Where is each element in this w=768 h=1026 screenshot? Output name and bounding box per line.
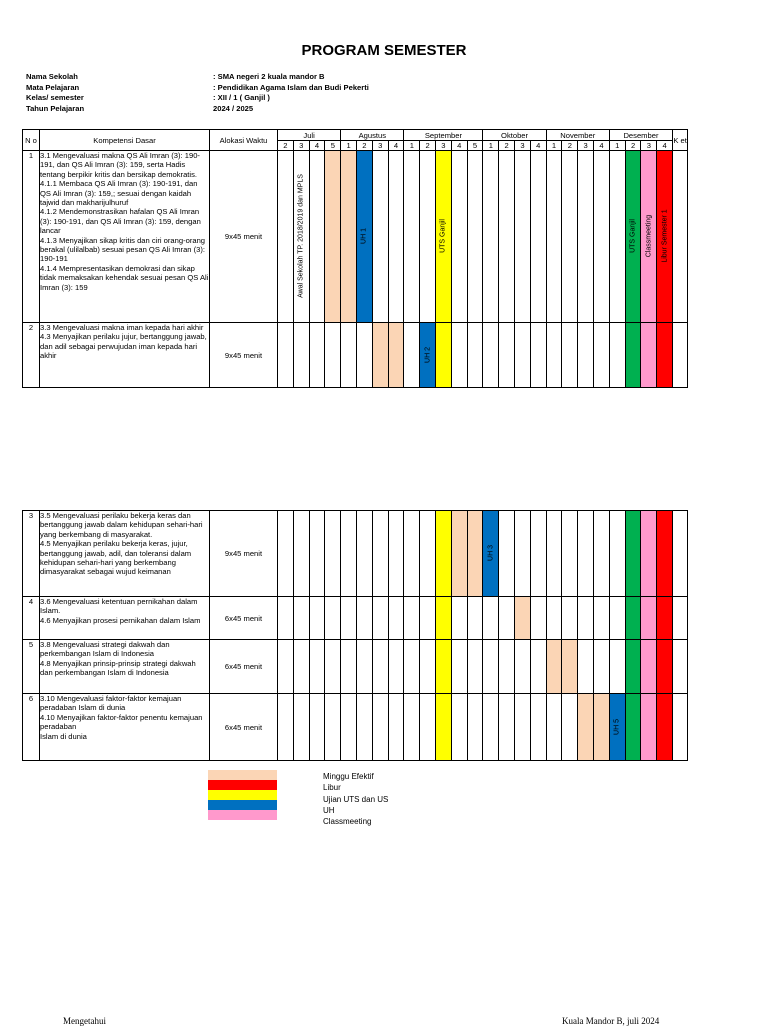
week-cell bbox=[436, 323, 452, 388]
week-cell bbox=[293, 640, 309, 694]
row-kompetensi: 3.5 Mengevaluasi perilaku bekerja keras dan bertanggung jawab dalam kehidupan sehari-hari yang berkembang di masyarakat. 4.5 Menyajikan perilaku bekerja keras, jujur, bertanggung jawab, adil, dan toleransi dalam kehidupan sehari-hari yang berkembang dimasyarakat sebagai wujud keimanan bbox=[40, 511, 210, 597]
header-week: 3 bbox=[515, 141, 531, 151]
week-cell bbox=[625, 694, 641, 761]
header-week: 3 bbox=[641, 141, 657, 151]
week-cell bbox=[657, 511, 673, 597]
week-cell bbox=[625, 511, 641, 597]
week-cell bbox=[594, 323, 610, 388]
table-row bbox=[23, 323, 688, 388]
week-cell bbox=[309, 151, 325, 323]
week-cell bbox=[483, 323, 499, 388]
week-cell bbox=[514, 597, 530, 640]
header-week: 2 bbox=[625, 141, 641, 151]
week-cell bbox=[609, 694, 625, 761]
document-meta bbox=[26, 72, 526, 114]
week-cell bbox=[278, 640, 294, 694]
legend-swatch bbox=[208, 780, 277, 790]
week-cell bbox=[625, 323, 641, 388]
week-cell bbox=[388, 694, 404, 761]
row-alokasi: 6x45 menit bbox=[210, 694, 278, 761]
week-cell bbox=[420, 597, 436, 640]
header-week: 4 bbox=[309, 141, 325, 151]
week-cell bbox=[562, 640, 578, 694]
week-cell bbox=[278, 323, 294, 388]
week-cell bbox=[341, 640, 357, 694]
week-cell bbox=[641, 694, 657, 761]
week-cell bbox=[309, 323, 325, 388]
week-cell bbox=[514, 511, 530, 597]
legend-swatch bbox=[208, 810, 277, 820]
legend-swatch bbox=[208, 770, 277, 780]
week-cell bbox=[578, 323, 594, 388]
week-cell bbox=[325, 323, 341, 388]
week-cell bbox=[404, 151, 420, 323]
week-cell bbox=[562, 511, 578, 597]
week-cell bbox=[499, 597, 515, 640]
week-cell-label-wrap bbox=[294, 151, 309, 321]
row-ket bbox=[672, 640, 687, 694]
week-cell bbox=[467, 640, 483, 694]
row-number: 6 bbox=[23, 694, 40, 761]
header-week: 1 bbox=[483, 141, 499, 151]
week-cell bbox=[593, 597, 609, 640]
week-cell bbox=[657, 694, 673, 761]
legend-swatch bbox=[208, 800, 277, 810]
week-cell bbox=[483, 640, 499, 694]
legend-label: Ujian UTS dan US bbox=[323, 794, 389, 804]
week-cell bbox=[546, 151, 562, 323]
week-cell bbox=[404, 640, 420, 694]
week-cell bbox=[309, 597, 325, 640]
week-cell bbox=[420, 323, 436, 388]
header-week: 5 bbox=[325, 141, 341, 151]
week-cell bbox=[515, 323, 531, 388]
week-cell bbox=[657, 323, 673, 388]
week-cell bbox=[514, 694, 530, 761]
week-cell bbox=[483, 151, 499, 323]
week-cell bbox=[451, 323, 467, 388]
week-cell bbox=[388, 323, 404, 388]
page-title: PROGRAM SEMESTER bbox=[301, 42, 467, 59]
week-cell bbox=[625, 597, 641, 640]
week-cell bbox=[546, 694, 562, 761]
week-cell bbox=[593, 511, 609, 597]
week-cell bbox=[483, 694, 499, 761]
header-ket: K et bbox=[673, 130, 688, 151]
week-cell bbox=[467, 151, 483, 323]
row-number: 4 bbox=[23, 597, 40, 640]
week-cell bbox=[325, 694, 341, 761]
header-month: Agustus bbox=[341, 130, 404, 141]
week-cell bbox=[609, 511, 625, 597]
legend-label: Classmeeting bbox=[323, 817, 372, 827]
footer-left: Mengetahui bbox=[63, 1016, 106, 1026]
header-week: 1 bbox=[341, 141, 357, 151]
row-alokasi: 9x45 menit bbox=[210, 151, 278, 323]
row-kompetensi: 3.6 Mengevaluasi ketentuan pernikahan dalam Islam. 4.6 Menyajikan prosesi pernikahan dalam Islam bbox=[40, 597, 210, 640]
week-cell bbox=[609, 323, 625, 388]
header-month: September bbox=[404, 130, 483, 141]
week-cell bbox=[404, 511, 420, 597]
week-cell bbox=[293, 597, 309, 640]
meta-row bbox=[26, 104, 526, 115]
legend-label: UH bbox=[323, 805, 335, 815]
week-cell-label: Libur Semester 1 bbox=[661, 209, 669, 263]
week-cell bbox=[435, 511, 451, 597]
header-week: 3 bbox=[372, 141, 388, 151]
header-week: 1 bbox=[609, 141, 625, 151]
header-week: 4 bbox=[530, 141, 546, 151]
week-cell bbox=[562, 323, 578, 388]
week-cell bbox=[641, 511, 657, 597]
week-cell bbox=[499, 640, 515, 694]
week-cell-label-wrap bbox=[483, 511, 498, 595]
week-cell bbox=[530, 597, 546, 640]
week-cell bbox=[657, 597, 673, 640]
week-cell bbox=[388, 151, 404, 323]
week-cell bbox=[356, 640, 372, 694]
week-cell bbox=[293, 511, 309, 597]
header-week: 1 bbox=[404, 141, 420, 151]
legend-label: Minggu Efektif bbox=[323, 772, 374, 781]
week-cell-label-wrap bbox=[357, 151, 372, 321]
week-cell bbox=[499, 151, 515, 323]
week-cell bbox=[356, 511, 372, 597]
week-cell-label: UTS Ganjil bbox=[629, 219, 637, 253]
row-alokasi: 6x45 menit bbox=[210, 640, 278, 694]
meta-label: Mata Pelajaran bbox=[26, 82, 80, 92]
week-cell bbox=[515, 151, 531, 323]
meta-value: : Pendidikan Agama Islam dan Budi Pekerti bbox=[213, 82, 369, 92]
header-week: 4 bbox=[594, 141, 610, 151]
week-cell-label: UH 5 bbox=[613, 718, 621, 735]
row-alokasi: 6x45 menit bbox=[210, 597, 278, 640]
week-cell bbox=[578, 694, 594, 761]
footer-right: Kuala Mandor B, juli 2024 bbox=[562, 1016, 660, 1026]
schedule-table-top bbox=[22, 129, 688, 388]
schedule-table-bottom bbox=[22, 510, 688, 761]
legend-label: Libur bbox=[323, 783, 341, 793]
week-cell bbox=[341, 511, 357, 597]
row-ket bbox=[673, 323, 688, 388]
week-cell bbox=[420, 151, 436, 323]
table-row bbox=[23, 597, 688, 640]
week-cell bbox=[530, 323, 546, 388]
row-number: 5 bbox=[23, 640, 40, 694]
week-cell bbox=[593, 694, 609, 761]
week-cell bbox=[451, 640, 467, 694]
week-cell bbox=[435, 640, 451, 694]
header-alokasi: Alokasi Waktu bbox=[210, 130, 278, 151]
week-cell bbox=[483, 597, 499, 640]
header-kd: Kompetensi Dasar bbox=[40, 130, 210, 151]
header-week: 3 bbox=[436, 141, 452, 151]
week-cell bbox=[562, 151, 578, 323]
week-cell bbox=[451, 151, 467, 323]
header-month: Juli bbox=[278, 130, 341, 141]
row-number: 3 bbox=[23, 511, 40, 597]
meta-row bbox=[26, 83, 526, 94]
meta-value: 2024 / 2025 bbox=[213, 103, 254, 113]
week-cell bbox=[530, 694, 546, 761]
header-week: 4 bbox=[451, 141, 467, 151]
week-cell bbox=[278, 151, 294, 323]
table-row bbox=[23, 640, 688, 694]
week-cell bbox=[341, 597, 357, 640]
week-cell-label: Classmeeting bbox=[645, 214, 653, 258]
legend-labels bbox=[323, 771, 388, 827]
week-cell-label-wrap bbox=[436, 151, 451, 321]
week-cell bbox=[451, 597, 467, 640]
week-cell bbox=[388, 511, 404, 597]
week-cell-label-wrap bbox=[610, 694, 625, 759]
week-cell bbox=[578, 511, 594, 597]
row-number: 1 bbox=[23, 151, 40, 323]
week-cell bbox=[451, 511, 467, 597]
week-cell bbox=[404, 597, 420, 640]
week-cell bbox=[467, 511, 483, 597]
week-cell-label: UH 2 bbox=[424, 346, 432, 363]
table-row bbox=[23, 694, 688, 761]
header-week: 2 bbox=[357, 141, 373, 151]
week-cell bbox=[641, 640, 657, 694]
week-cell bbox=[593, 640, 609, 694]
week-cell bbox=[325, 640, 341, 694]
week-cell bbox=[625, 151, 641, 323]
week-cell bbox=[451, 694, 467, 761]
week-cell bbox=[467, 694, 483, 761]
week-cell bbox=[309, 640, 325, 694]
week-cell bbox=[499, 323, 515, 388]
week-cell bbox=[278, 597, 294, 640]
week-cell bbox=[372, 694, 388, 761]
week-cell-label: UTS Ganjil bbox=[439, 219, 447, 253]
row-ket bbox=[673, 151, 688, 323]
week-cell bbox=[578, 640, 594, 694]
row-kompetensi: 3.1 Mengevaluasi makna QS Ali Imran (3): 190-191, dan QS Ali Imran (3): 159, serta Hadis tentang berpikir kritis dan bersikap demokratis. 4.1.1 Membaca QS Ali Imran (3): 190-191, dan QS Ali Imran (3): 159,; sesuai dengan kaidah tajwid dan makharijulhuruf 4.1.2 Mendemonstrasikan hafalan QS Ali Imran (3): 190-191, dan QS Ali Imran (3): 159, dengan lancar 4.1.3 Menyajikan sikap kritis dan ciri orang-orang berakal (ulilalbab) sesuai pesan QS Ali Imran (3): 190-191 4.1.4 Mempresentasikan demokrasi dan sikap tidak memaksakan kehendak sesuai pesan QS Ali Imran (3): 159 bbox=[40, 151, 210, 323]
week-cell bbox=[499, 694, 515, 761]
meta-value: : SMA negeri 2 kuala mandor B bbox=[213, 72, 325, 81]
header-month: November bbox=[546, 130, 609, 141]
week-cell bbox=[436, 151, 452, 323]
week-cell bbox=[641, 151, 657, 323]
week-cell bbox=[404, 694, 420, 761]
meta-value: : XII / 1 ( Ganjil ) bbox=[213, 93, 270, 102]
header-week: 4 bbox=[657, 141, 673, 151]
week-cell bbox=[641, 597, 657, 640]
table-row bbox=[23, 151, 688, 323]
week-cell bbox=[325, 511, 341, 597]
row-kompetensi: 3.8 Mengevaluasi strategi dakwah dan perkembangan Islam di Indonesia 4.8 Menyajikan prinsip-prinsip strategi dakwah dan perkembangan Islam di Indonesia bbox=[40, 640, 210, 694]
week-cell-label: Awal Sekolah TP. 2018/2019 dan MPLS bbox=[297, 174, 305, 298]
week-cell bbox=[657, 640, 673, 694]
week-cell bbox=[609, 597, 625, 640]
meta-label: Nama Sekolah bbox=[26, 72, 78, 81]
week-cell bbox=[388, 640, 404, 694]
week-cell bbox=[657, 151, 673, 323]
meta-row bbox=[26, 72, 526, 83]
week-cell bbox=[546, 511, 562, 597]
week-cell bbox=[388, 597, 404, 640]
week-cell bbox=[420, 511, 436, 597]
week-cell bbox=[356, 597, 372, 640]
week-cell bbox=[578, 151, 594, 323]
header-month: Desember bbox=[609, 130, 672, 141]
week-cell bbox=[546, 640, 562, 694]
week-cell bbox=[309, 511, 325, 597]
week-cell bbox=[293, 694, 309, 761]
week-cell bbox=[278, 694, 294, 761]
week-cell-label: UH 3 bbox=[487, 545, 495, 561]
week-cell bbox=[467, 597, 483, 640]
week-cell bbox=[499, 511, 515, 597]
week-cell bbox=[546, 323, 562, 388]
week-cell bbox=[420, 694, 436, 761]
row-ket bbox=[672, 511, 687, 597]
row-ket bbox=[672, 597, 687, 640]
week-cell bbox=[372, 640, 388, 694]
week-cell bbox=[467, 323, 483, 388]
week-cell bbox=[293, 323, 309, 388]
header-no: N o bbox=[23, 130, 40, 151]
week-cell-label-wrap bbox=[641, 151, 656, 321]
meta-label: Tahun Pelajaran bbox=[26, 103, 85, 113]
row-alokasi: 9x45 menit bbox=[210, 323, 278, 388]
week-cell bbox=[562, 597, 578, 640]
week-cell bbox=[435, 694, 451, 761]
week-cell bbox=[278, 511, 294, 597]
week-cell-label-wrap bbox=[657, 151, 672, 321]
week-cell bbox=[325, 151, 341, 323]
week-cell bbox=[341, 323, 357, 388]
row-alokasi: 9x45 menit bbox=[210, 511, 278, 597]
header-week: 2 bbox=[562, 141, 578, 151]
week-cell bbox=[420, 640, 436, 694]
week-cell bbox=[625, 640, 641, 694]
week-cell bbox=[562, 694, 578, 761]
week-cell bbox=[514, 640, 530, 694]
table-row bbox=[23, 511, 688, 597]
week-cell-label: UH 1 bbox=[360, 228, 368, 244]
week-cell bbox=[372, 597, 388, 640]
week-cell bbox=[594, 151, 610, 323]
week-cell bbox=[309, 694, 325, 761]
meta-row bbox=[26, 93, 526, 104]
legend-swatch bbox=[208, 790, 277, 800]
week-cell bbox=[372, 151, 388, 323]
header-week: 5 bbox=[467, 141, 483, 151]
header-week: 3 bbox=[578, 141, 594, 151]
week-cell bbox=[530, 640, 546, 694]
legend-swatches bbox=[208, 770, 277, 820]
week-cell-label-wrap bbox=[626, 151, 641, 321]
week-cell bbox=[372, 323, 388, 388]
header-week: 2 bbox=[499, 141, 515, 151]
week-cell bbox=[357, 151, 373, 323]
week-cell bbox=[546, 597, 562, 640]
week-cell bbox=[372, 511, 388, 597]
header-month: Oktober bbox=[483, 130, 546, 141]
week-cell bbox=[356, 694, 372, 761]
week-cell bbox=[341, 151, 357, 323]
week-cell bbox=[530, 151, 546, 323]
week-cell bbox=[609, 640, 625, 694]
meta-label: Kelas/ semester bbox=[26, 93, 84, 102]
header-week: 3 bbox=[293, 141, 309, 151]
week-cell bbox=[435, 597, 451, 640]
header-week: 4 bbox=[388, 141, 404, 151]
week-cell bbox=[357, 323, 373, 388]
row-ket bbox=[672, 694, 687, 761]
week-cell bbox=[578, 597, 594, 640]
row-kompetensi: 3.3 Mengevaluasi makna iman kepada hari akhir 4.3 Menyajikan perilaku jujur, bertanggung jawab, dan adil sebagai perwujudan iman kepada hari akhir bbox=[40, 323, 210, 388]
week-cell bbox=[293, 151, 309, 323]
row-kompetensi: 3.10 Mengevaluasi faktor-faktor kemajuan peradaban Islam di dunia 4.10 Menyajikan faktor-faktor penentu kemajuan peradaban Islam di dunia bbox=[40, 694, 210, 761]
week-cell bbox=[341, 694, 357, 761]
header-week: 2 bbox=[278, 141, 294, 151]
week-cell bbox=[404, 323, 420, 388]
week-cell bbox=[530, 511, 546, 597]
week-cell bbox=[325, 597, 341, 640]
week-cell bbox=[609, 151, 625, 323]
week-cell bbox=[483, 511, 499, 597]
week-cell-label-wrap bbox=[420, 323, 435, 386]
header-week: 2 bbox=[420, 141, 436, 151]
week-cell bbox=[641, 323, 657, 388]
header-week: 1 bbox=[546, 141, 562, 151]
row-number: 2 bbox=[23, 323, 40, 388]
